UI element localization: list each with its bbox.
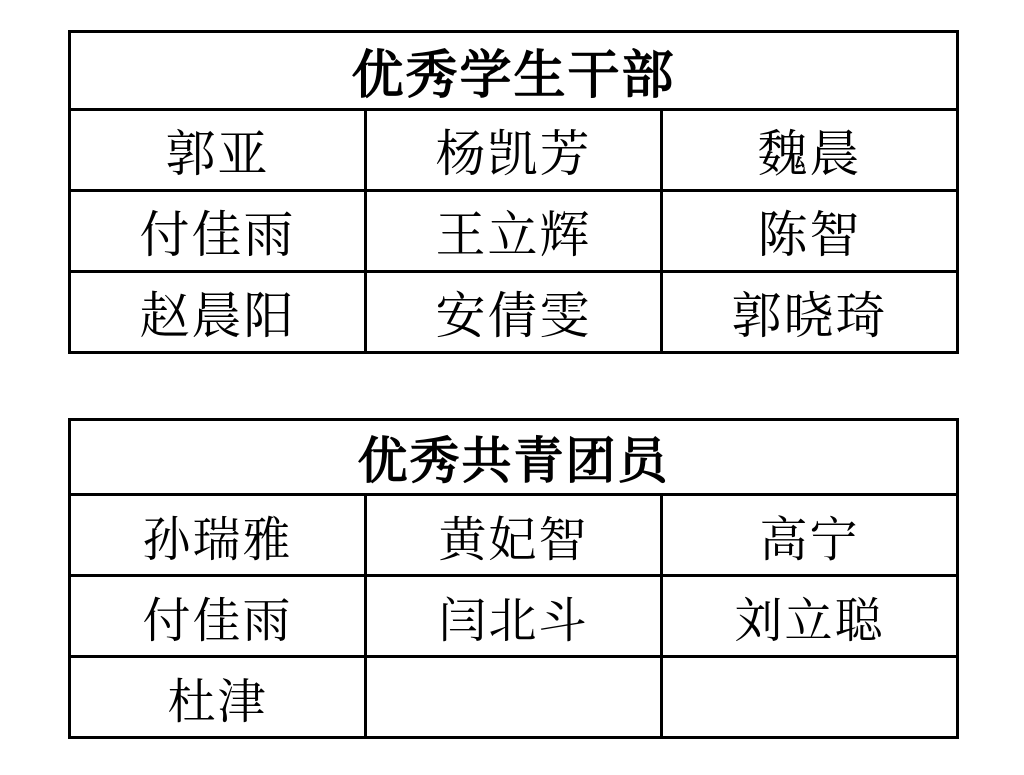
name-cell-empty [366, 657, 662, 738]
table-title: 优秀学生干部 [70, 32, 958, 110]
award-table-excellent-youth-league-member [68, 418, 959, 739]
table-row [70, 657, 958, 738]
name-cell: 安倩雯 [366, 272, 662, 353]
name-cell: 郭晓琦 [662, 272, 958, 353]
award-table-excellent-student-cadre [68, 30, 959, 354]
table-row [70, 191, 958, 272]
name-cell-empty [662, 657, 958, 738]
name-cell: 付佳雨 [70, 191, 366, 272]
name-cell: 孙瑞雅 [70, 495, 366, 576]
name-cell: 黄妃智 [366, 495, 662, 576]
name-cell: 闫北斗 [366, 576, 662, 657]
name-cell: 郭亚 [70, 110, 366, 191]
table-title: 优秀共青团员 [70, 420, 958, 495]
table-row [70, 576, 958, 657]
table-title-row [70, 420, 958, 495]
table-row [70, 495, 958, 576]
table-row [70, 110, 958, 191]
table-title-row [70, 32, 958, 110]
name-cell: 付佳雨 [70, 576, 366, 657]
name-cell: 魏晨 [662, 110, 958, 191]
name-cell: 王立辉 [366, 191, 662, 272]
name-cell: 陈智 [662, 191, 958, 272]
name-cell: 刘立聪 [662, 576, 958, 657]
name-cell: 杨凯芳 [366, 110, 662, 191]
name-cell: 高宁 [662, 495, 958, 576]
name-cell: 杜津 [70, 657, 366, 738]
name-cell: 赵晨阳 [70, 272, 366, 353]
table-row [70, 272, 958, 353]
